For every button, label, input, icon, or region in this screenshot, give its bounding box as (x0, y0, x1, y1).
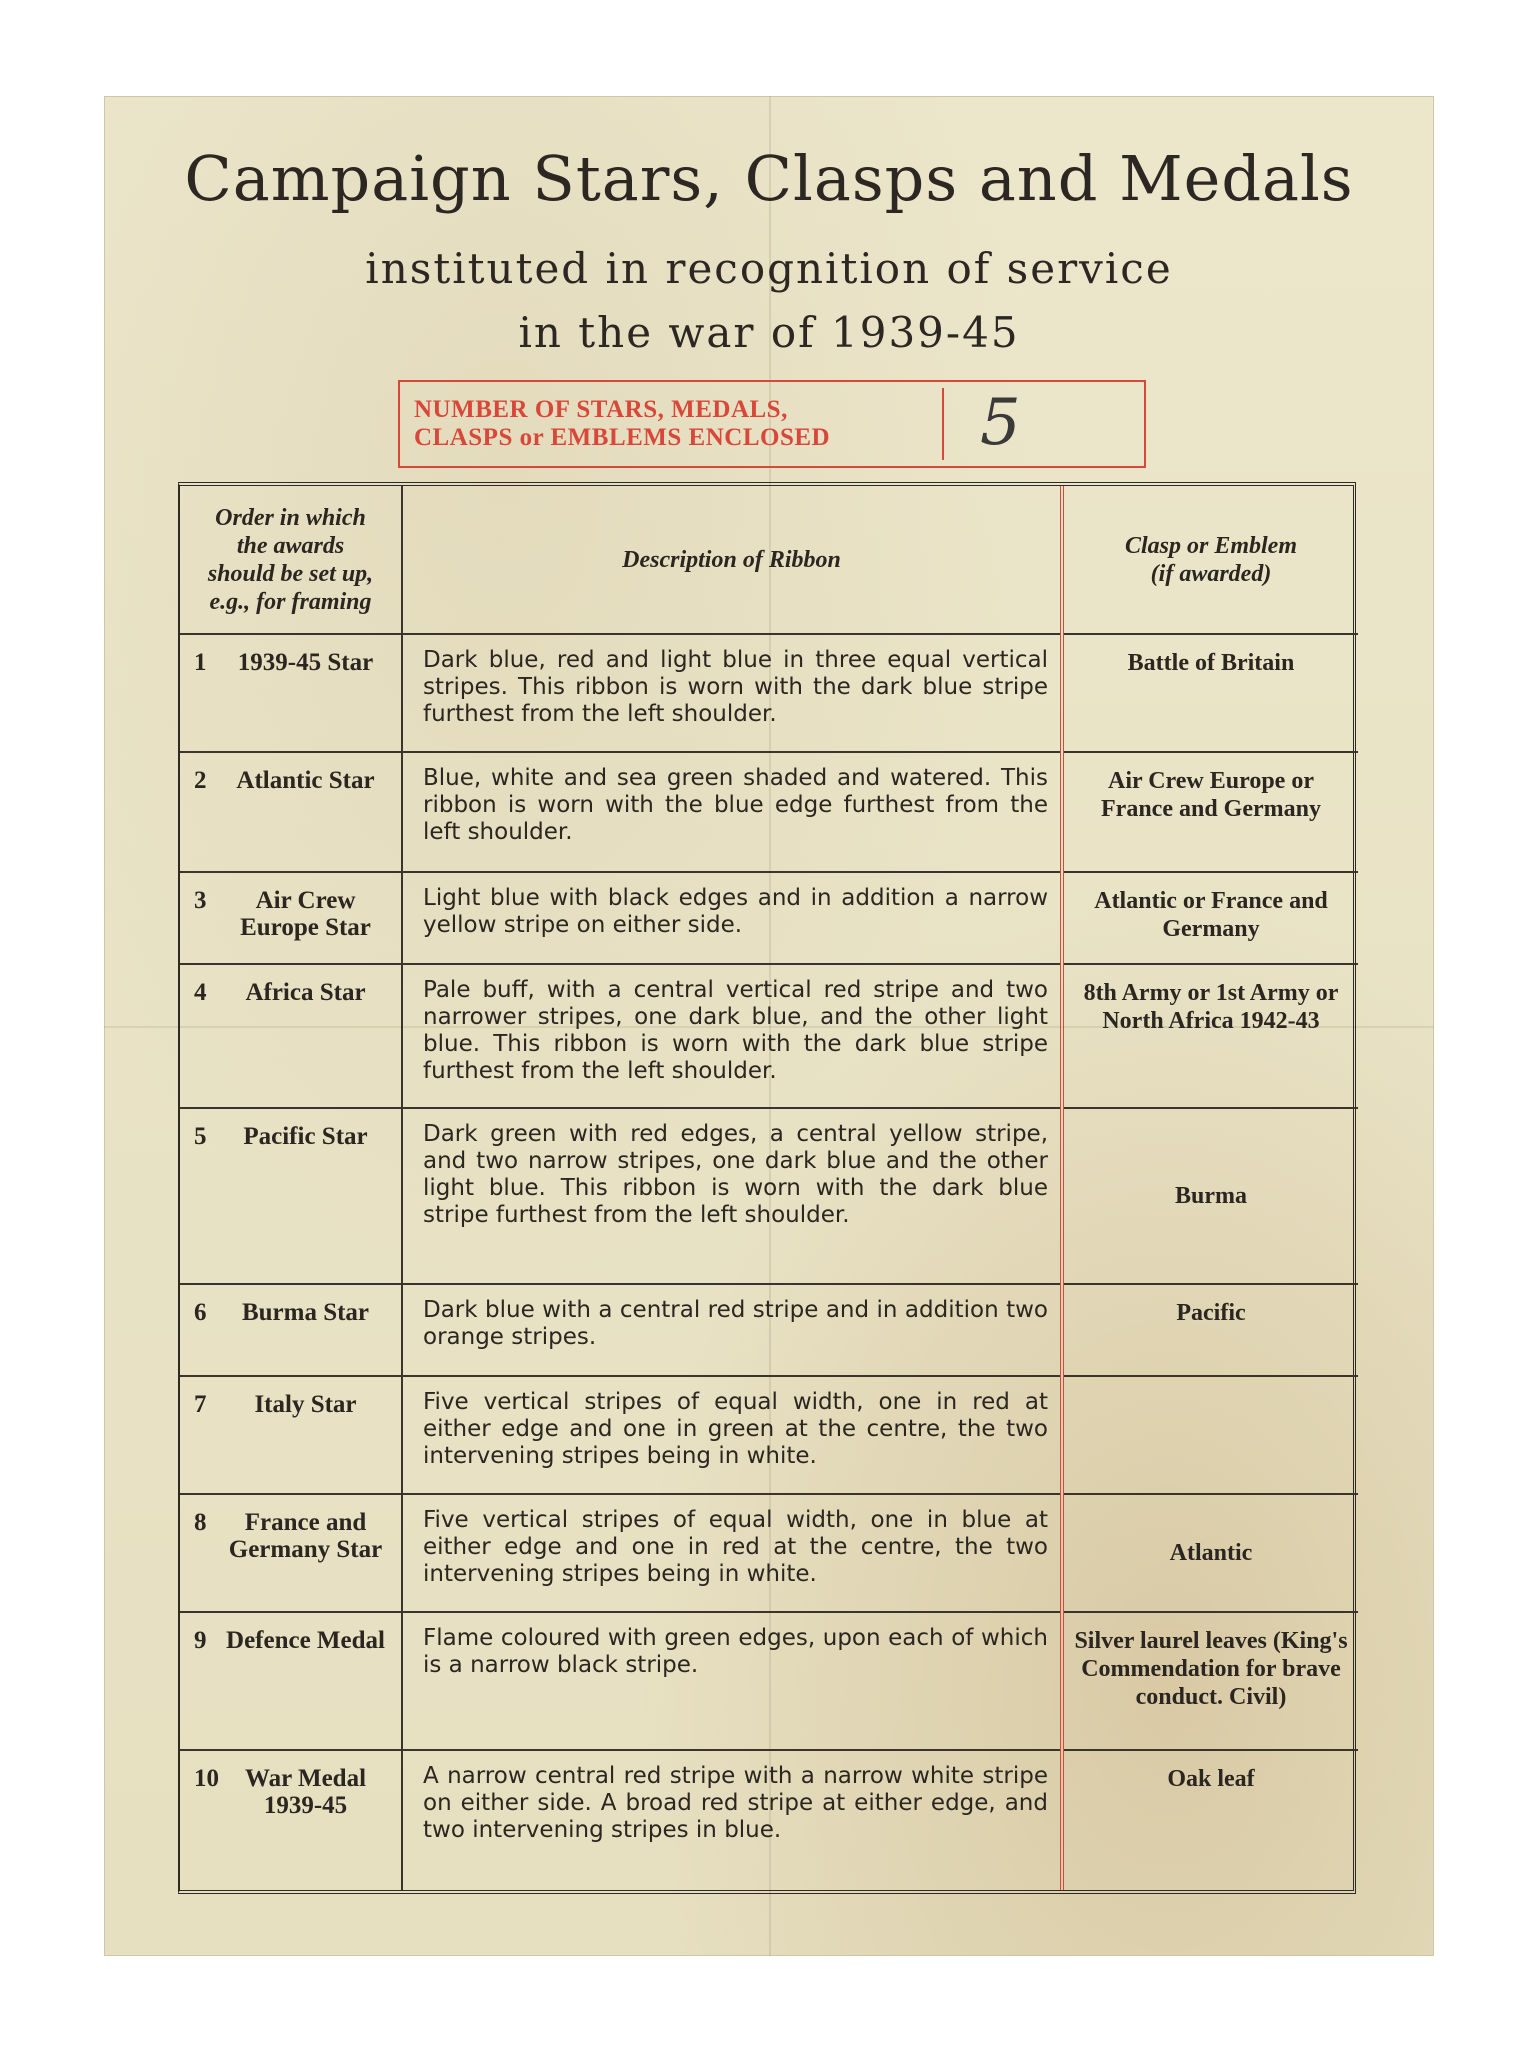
award-cell (180, 1750, 402, 1890)
header-clasp-line-1: Clasp or Emblem (1124, 532, 1298, 559)
award-number: 3 (194, 887, 207, 914)
subtitle-line-1: instituted in recognition of service (365, 244, 1173, 293)
clasp-emblem (1062, 1376, 1358, 1494)
award-name: Pacific Star (243, 1123, 368, 1150)
award-number: 8 (194, 1509, 207, 1536)
award-cell (180, 1284, 402, 1376)
enclosed-count-divider (942, 388, 944, 460)
clasp-emblem: Atlantic or France and Germany (1062, 872, 1358, 964)
award-cell (180, 1376, 402, 1494)
table-row (180, 1108, 1358, 1284)
award-name: 1939-45 Star (237, 649, 374, 676)
award-name: Air Crew Europe Star (240, 887, 371, 941)
award-number: 6 (194, 1299, 207, 1326)
clasp-emblem: Silver laurel leaves (King's Commendation for brave conduct. Civil) (1062, 1612, 1358, 1750)
award-number: 2 (194, 767, 207, 794)
award-name: Africa Star (245, 979, 366, 1006)
ribbon-description: Dark blue, red and light blue in three equal vertical stripes. This ribbon is worn with the dark blue stripe furthest from the left shoulder. (402, 634, 1062, 752)
award-cell (180, 1108, 402, 1284)
page-title: Campaign Stars, Clasps and Medals (184, 142, 1354, 215)
award-number: 5 (194, 1123, 207, 1150)
header-clasp-line-2: (if awarded) (1150, 560, 1272, 587)
award-number: 7 (194, 1391, 207, 1418)
header-description: Description of Ribbon (402, 486, 1062, 634)
award-cell (180, 634, 402, 752)
table-row (180, 752, 1358, 872)
table-row (180, 1612, 1358, 1750)
award-number: 1 (194, 649, 207, 676)
award-cell (180, 1494, 402, 1612)
award-cell (180, 872, 402, 964)
header-order (180, 486, 402, 634)
clasp-emblem: Burma (1062, 1108, 1358, 1284)
award-cell (180, 752, 402, 872)
clasp-emblem: 8th Army or 1st Army or North Africa 1942-43 (1062, 964, 1358, 1108)
awards-table (178, 482, 1356, 1894)
header-order-line-4: e.g., for framing (209, 588, 372, 615)
ribbon-description: Five vertical stripes of equal width, one in blue at either edge and one in red at the centre, the two intervening stripes being in white. (402, 1494, 1062, 1612)
clasp-emblem: Atlantic (1062, 1494, 1358, 1612)
clasp-emblem: Air Crew Europe or France and Germany (1062, 752, 1358, 872)
clasp-emblem: Oak leaf (1167, 1766, 1255, 1792)
table-row (180, 964, 1358, 1108)
header-order-line-1: Order in which (215, 504, 366, 531)
table-row (180, 1284, 1358, 1376)
award-name: Burma Star (241, 1299, 370, 1326)
award-cell (180, 1612, 402, 1750)
award-name: Defence Medal (226, 1627, 385, 1654)
ribbon-description: A narrow central red stripe with a narrow white stripe on either side. A broad red stripe at either edge, and two intervening stripes in blue. (402, 1750, 1062, 1890)
enclosed-count-box (398, 380, 1146, 468)
table-row (180, 634, 1358, 752)
award-number: 10 (194, 1765, 219, 1792)
clasp-emblem: Pacific (1062, 1284, 1358, 1376)
award-cell (180, 964, 402, 1108)
table-row (180, 1376, 1358, 1494)
header-order-line-2: the awards (236, 532, 345, 559)
ribbon-description: Flame coloured with green edges, upon each of which is a narrow black stripe. (402, 1612, 1062, 1750)
ribbon-description: Five vertical stripes of equal width, one in red at either edge and one in green at the centre, the two intervening stripes being in white. (402, 1376, 1062, 1494)
header-clasp (1062, 486, 1358, 634)
ribbon-description: Blue, white and sea green shaded and watered. This ribbon is worn with the blue edge furthest from the left shoulder. (402, 752, 1062, 872)
ribbon-description: Dark green with red edges, a central yellow stripe, and two narrow stripes, one dark blue and the other light blue. This ribbon is worn with the dark blue stripe furthest from the left shoulder. (402, 1108, 1062, 1284)
award-name: Atlantic Star (236, 767, 375, 794)
header-order-line-3: should be set up, (207, 560, 374, 587)
table-row (180, 872, 1358, 964)
award-name: France and Germany Star (228, 1509, 383, 1563)
award-name: War Medal 1939-45 (244, 1765, 367, 1819)
enclosed-count-label-line-2: CLASPS or EMBLEMS ENCLOSED (414, 424, 831, 451)
award-number: 4 (194, 979, 207, 1006)
ribbon-description: Pale buff, with a central vertical red stripe and two narrower stripes, one dark blue, and the other light blue. This ribbon is worn with the dark blue stripe furthest from the left shoulder. (402, 964, 1062, 1108)
ribbon-description: Light blue with black edges and in addition a narrow yellow stripe on either side. (402, 872, 1062, 964)
award-number: 9 (194, 1627, 207, 1654)
document-sheet (104, 96, 1434, 1956)
enclosed-count-label (414, 396, 830, 452)
enclosed-count-label-line-1: NUMBER OF STARS, MEDALS, (414, 396, 788, 423)
award-name: Italy Star (254, 1391, 357, 1418)
subtitle-line-2: in the war of 1939-45 (518, 308, 1020, 357)
clasp-emblem: Battle of Britain (1062, 634, 1358, 752)
table-header-row (180, 486, 1358, 634)
table-row (180, 1494, 1358, 1612)
enclosed-count-value: 5 (980, 386, 1021, 460)
table-row (180, 1750, 1358, 1890)
ribbon-description: Dark blue with a central red stripe and in addition two orange stripes. (402, 1284, 1062, 1376)
